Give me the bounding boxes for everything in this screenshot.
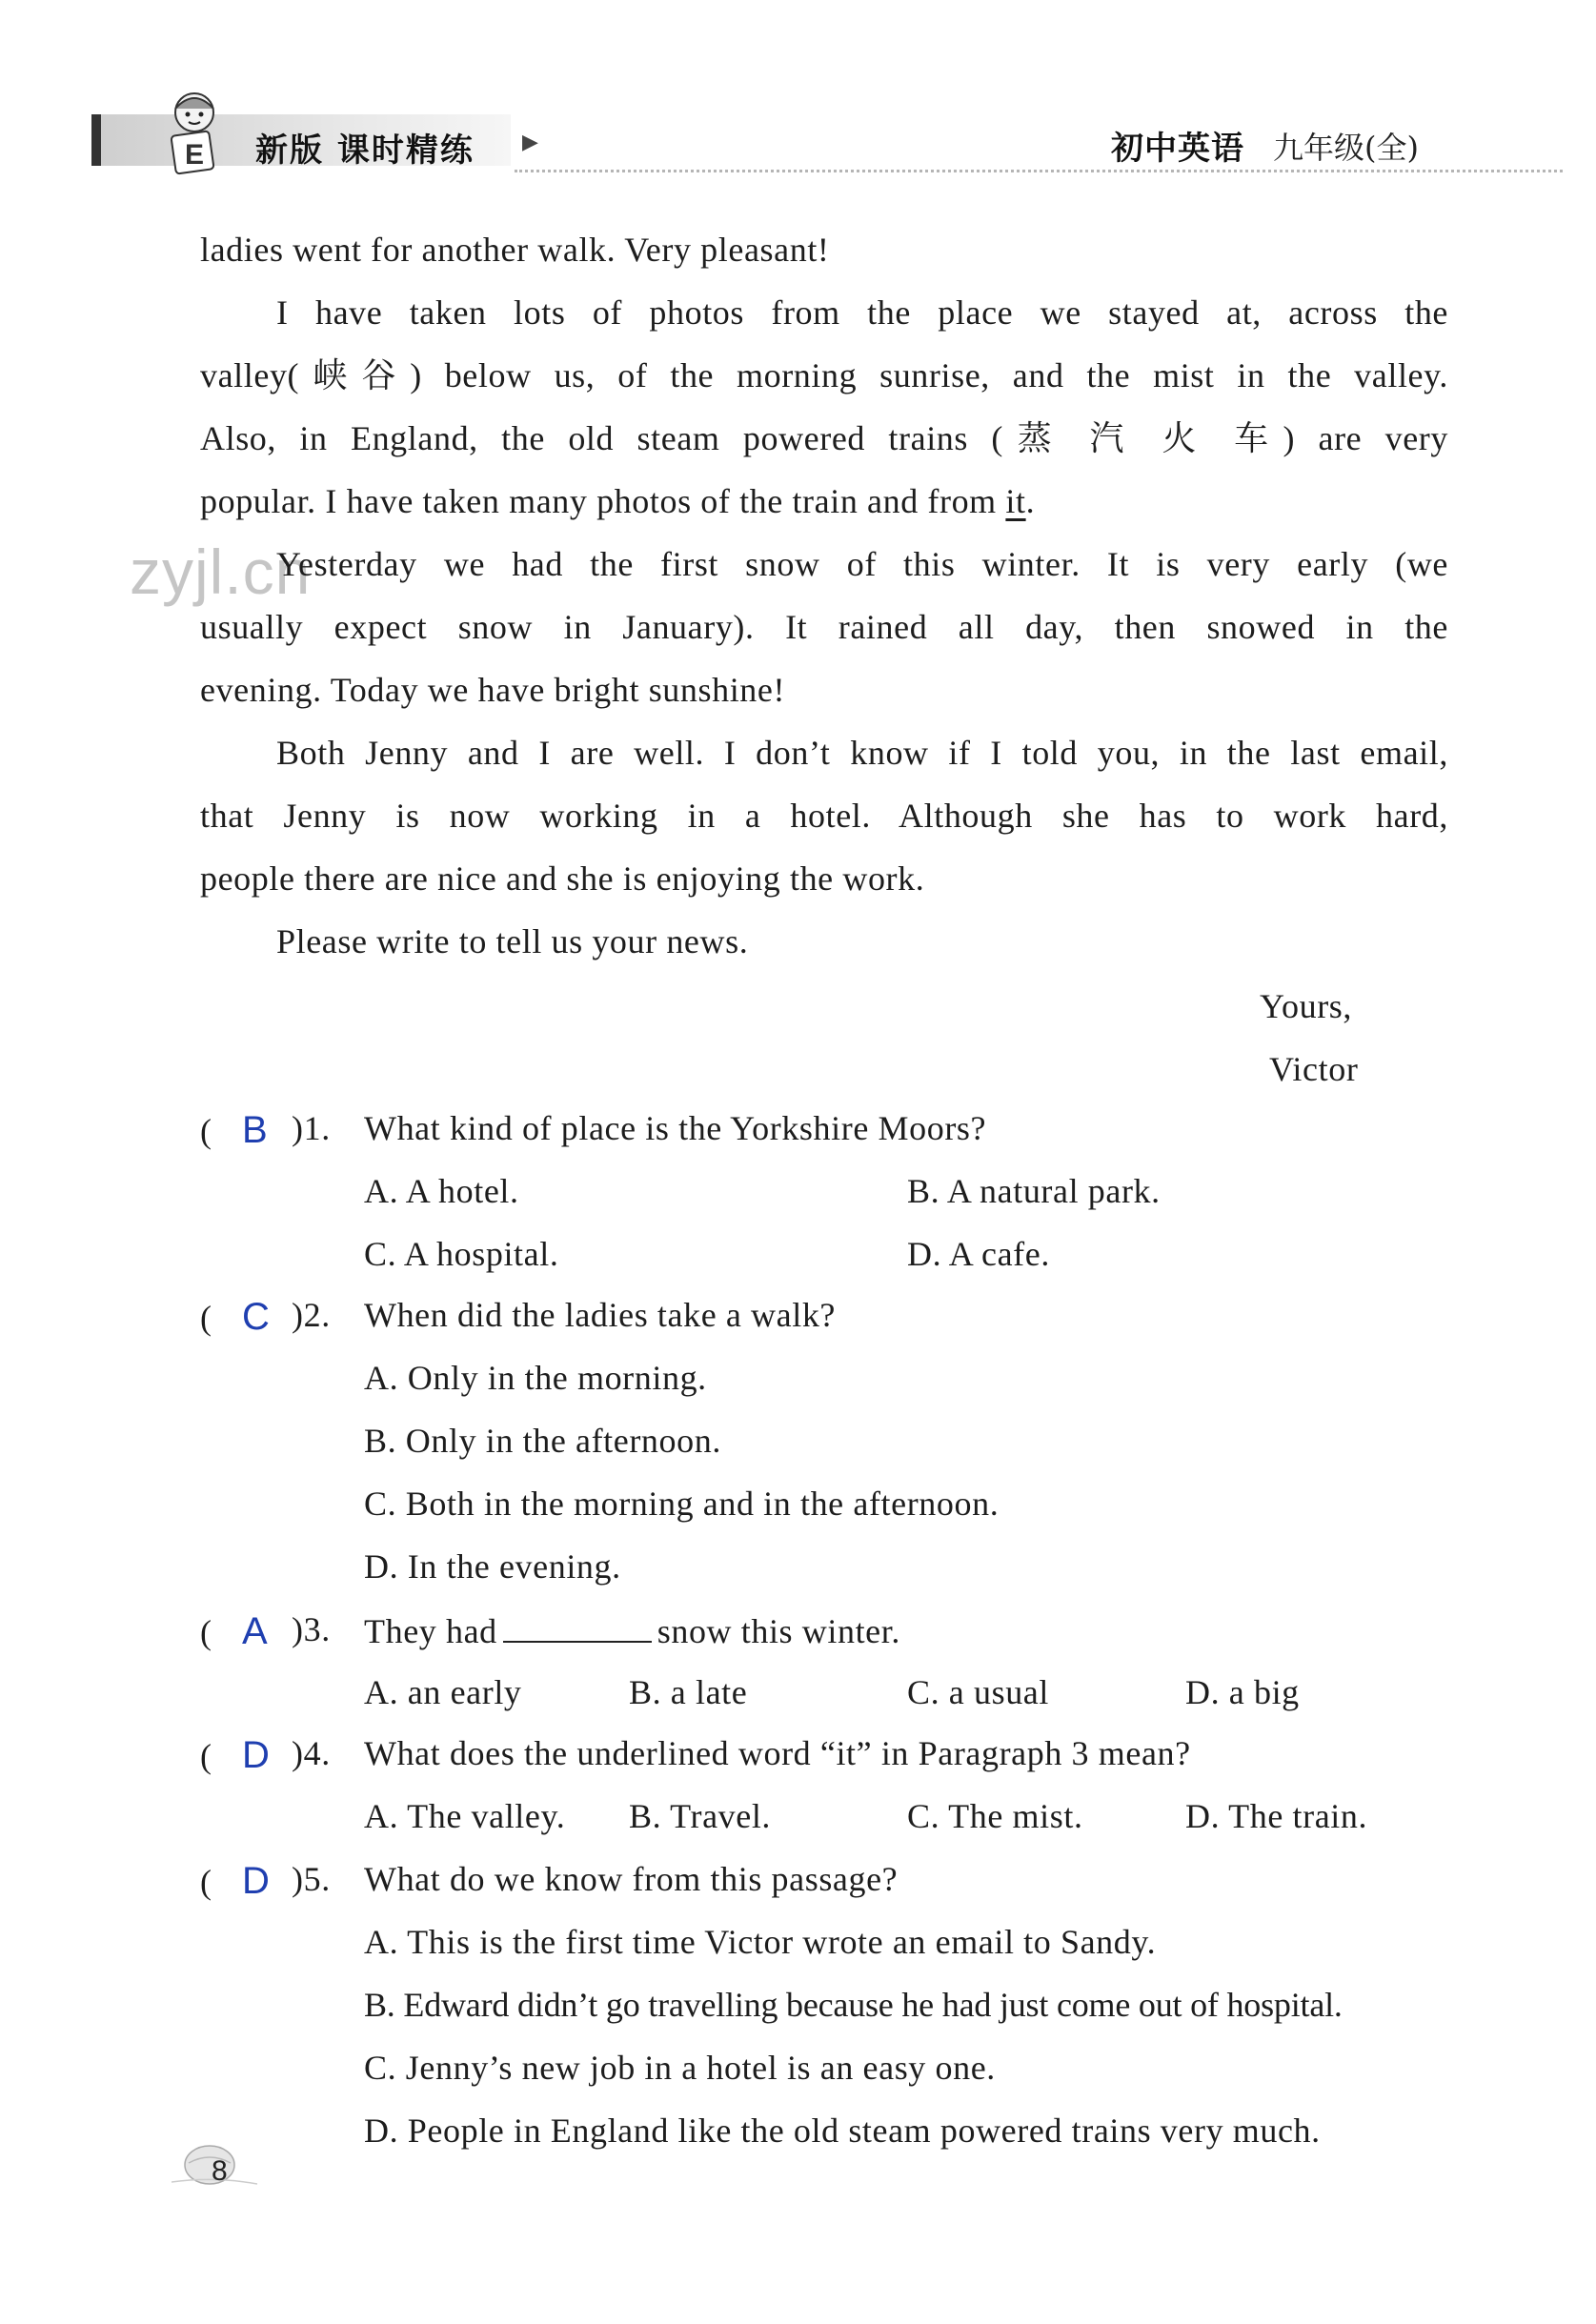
stem-before-blank: They had: [364, 1612, 497, 1650]
period: .: [1025, 482, 1036, 520]
option: B. Only in the afternoon.: [364, 1422, 721, 1460]
option: B. Travel.: [629, 1797, 772, 1835]
series-title: 新版 课时精练: [255, 131, 475, 170]
underlined-word: it: [1005, 482, 1026, 520]
passage-line-with-underline: [200, 484, 1035, 518]
answer-mark: C: [242, 1296, 270, 1338]
question-stem: When did the ladies take a walk?: [364, 1296, 837, 1334]
girl-logo-icon: [160, 88, 229, 175]
question-number: )2.: [292, 1296, 331, 1334]
subject-title: 初中英语: [1111, 130, 1244, 168]
passage-line: people there are nice and she is enjoying the work.: [200, 859, 925, 898]
open-paren: (: [200, 1112, 212, 1150]
letter-closing: Yours,: [1260, 987, 1352, 1025]
open-paren: (: [200, 1299, 212, 1337]
passage-line: Both Jenny and I are well. I don’t know if I told you, in the last email,: [276, 734, 1448, 772]
option: B. A natural park.: [907, 1172, 1161, 1210]
passage-line: valley(峡谷) below us, of the morning sunrise, and the mist in the valley.: [200, 356, 1448, 394]
option: D. The train.: [1185, 1797, 1368, 1835]
letter-signature: Victor: [1269, 1050, 1359, 1088]
option: A. A hotel.: [364, 1172, 519, 1210]
open-paren: (: [200, 1737, 212, 1775]
answer-mark: D: [242, 1734, 270, 1776]
option: C. Jenny’s new job in a hotel is an easy one.: [364, 2049, 996, 2087]
option: A. The valley.: [364, 1797, 566, 1835]
passage-line: usually expect snow in January). It rained all day, then snowed in the: [200, 608, 1448, 646]
grade-label: 九年级(全): [1273, 130, 1419, 166]
option: C. Both in the morning and in the afternoon.: [364, 1485, 1000, 1523]
question-stem: [364, 1612, 900, 1648]
question-number: )3.: [292, 1610, 331, 1648]
page-number: 8: [212, 2155, 228, 2187]
option: A. Only in the morning.: [364, 1359, 707, 1397]
header-divider: [515, 170, 1563, 172]
passage-line: Also, in England, the old steam powered trains (蒸 汽 火 车) are very: [200, 419, 1448, 457]
answer-mark: D: [242, 1860, 270, 1902]
logo-letter: E: [185, 139, 205, 171]
question-stem: What do we know from this passage?: [364, 1860, 899, 1898]
question-stem: What kind of place is the Yorkshire Moors?: [364, 1109, 987, 1147]
triangle-arrow-icon: ▶: [522, 130, 538, 153]
watermark: zyjl.cn: [130, 536, 312, 607]
question-number: )5.: [292, 1860, 331, 1898]
open-paren: (: [200, 1863, 212, 1901]
passage-line: evening. Today we have bright sunshine!: [200, 671, 786, 709]
answer-mark: A: [242, 1610, 268, 1652]
passage-line-text: popular. I have taken many photos of the train and from: [200, 482, 997, 520]
passage-line: Yesterday we had the first snow of this winter. It is very early (we: [276, 545, 1448, 583]
question-number: )1.: [292, 1109, 331, 1147]
passage-line: ladies went for another walk. Very pleasant!: [200, 231, 830, 269]
stem-after-blank: snow this winter.: [657, 1612, 900, 1650]
option: C. A hospital.: [364, 1235, 559, 1273]
option: D. People in England like the old steam powered trains very much.: [364, 2112, 1321, 2150]
passage-line: I have taken lots of photos from the place we stayed at, across the: [276, 293, 1448, 332]
passage-line: Please write to tell us your news.: [276, 922, 749, 960]
option: D. a big: [1185, 1673, 1300, 1711]
question-number: )4.: [292, 1734, 331, 1772]
option: A. This is the first time Victor wrote an email to Sandy.: [364, 1923, 1157, 1961]
question-stem: What does the underlined word “it” in Paragraph 3 mean?: [364, 1734, 1191, 1772]
option: C. a usual: [907, 1673, 1049, 1711]
option: A. an early: [364, 1673, 522, 1711]
answer-blank: [503, 1612, 652, 1643]
open-paren: (: [200, 1613, 212, 1651]
option: B. Edward didn’t go travelling because he had just come out of hospital.: [364, 1986, 1343, 2024]
option: C. The mist.: [907, 1797, 1083, 1835]
option: D. A cafe.: [907, 1235, 1050, 1273]
answer-mark: B: [242, 1109, 268, 1151]
option: B. a late: [629, 1673, 748, 1711]
passage-line: that Jenny is now working in a hotel. Although she has to work hard,: [200, 797, 1448, 835]
option: D. In the evening.: [364, 1547, 621, 1586]
